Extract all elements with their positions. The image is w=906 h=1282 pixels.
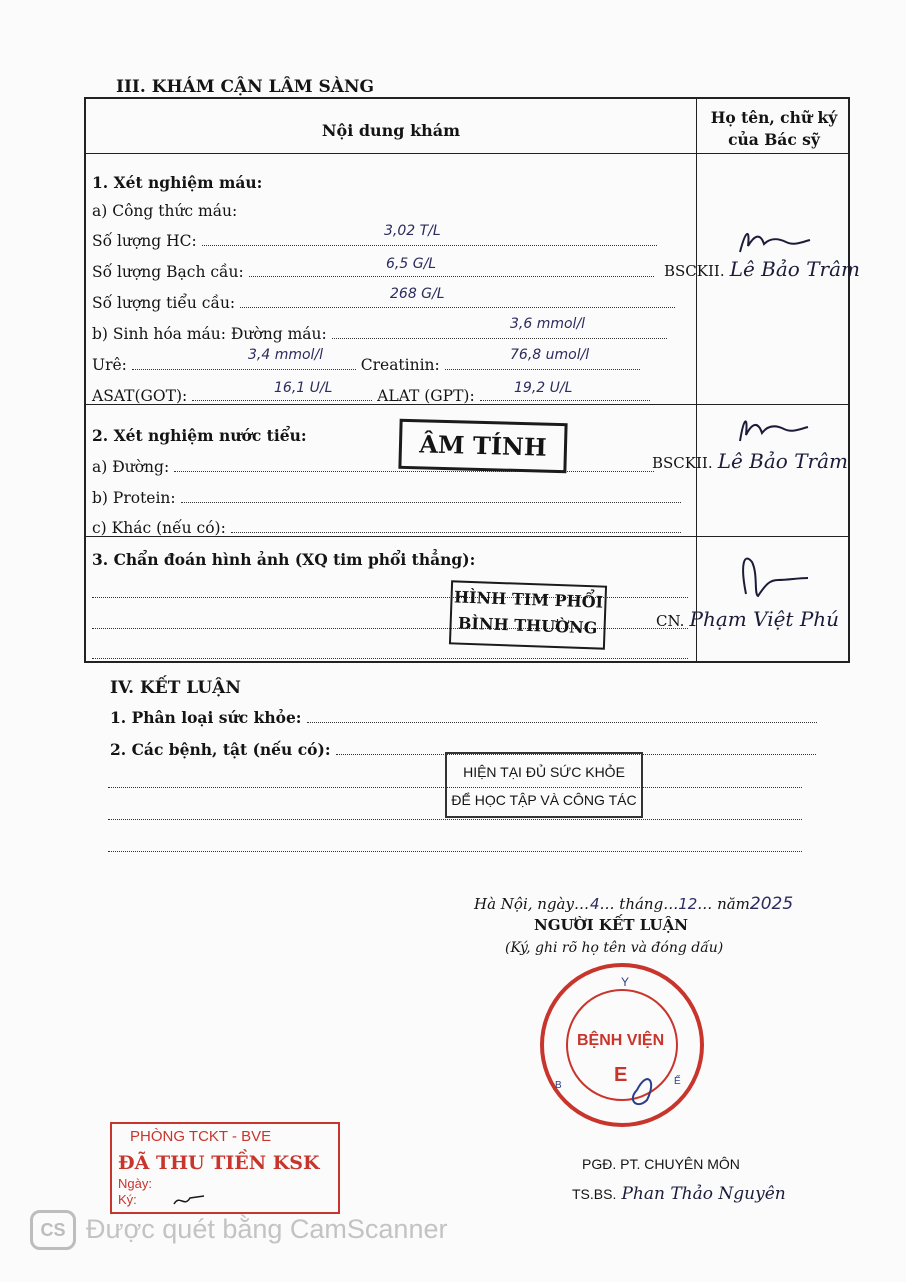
- urine-other-row: [92, 519, 681, 537]
- seal-letter: E: [614, 1064, 628, 1086]
- svg-text:Ế: Ế: [674, 1076, 681, 1087]
- date-line: Hà Nội, ngày…4… tháng…12… năm2025: [474, 894, 794, 914]
- camscanner-watermark: Được quét bằng CamScanner: [86, 1214, 448, 1244]
- alt-label: ALAT (GPT):: [377, 387, 475, 405]
- table-column-divider: [696, 99, 697, 661]
- platelet-value: 268 G/L: [390, 286, 445, 302]
- urine-doctor-title: BSCKII.: [652, 454, 713, 472]
- dotted-line: [249, 275, 654, 277]
- imaging-doctor-signature: [736, 544, 816, 604]
- section-3-title: III. KHÁM CẬN LÂM SÀNG: [116, 77, 375, 97]
- dotted-line: [480, 399, 650, 401]
- blood-doctor: [664, 257, 860, 281]
- signature-note: (Ký, ghi rõ họ tên và đóng dấu): [505, 940, 724, 956]
- camscanner-logo-icon: CS: [30, 1210, 76, 1250]
- dotted-line: [92, 657, 688, 659]
- imaging-doctor: [656, 607, 839, 631]
- urine-protein-row: [92, 489, 681, 507]
- svg-text:Y: Y: [620, 975, 630, 989]
- rbc-row: [92, 232, 657, 250]
- wbc-value: 6,5 G/L: [386, 256, 437, 272]
- signer-title: PGĐ. PT. CHUYÊN MÔN: [582, 1156, 740, 1172]
- health-class-row: [110, 708, 817, 727]
- date-day: 4: [589, 895, 600, 913]
- platelet-row: [92, 294, 675, 312]
- glucose-value: 3,6 mmol/l: [510, 316, 586, 332]
- glucose-label: b) Sinh hóa máu: Đường máu:: [92, 325, 327, 343]
- urea-label: Urê:: [92, 356, 127, 374]
- conclusion-person-title: NGƯỜI KẾT LUẬN: [534, 916, 688, 934]
- dotted-line: [192, 399, 372, 401]
- urine-sugar-row: [92, 458, 654, 476]
- imaging-stamp: [449, 580, 607, 649]
- wbc-row: [92, 263, 654, 281]
- platelet-label: Số lượng tiểu cầu:: [92, 294, 236, 312]
- imaging-doctor-title: CN.: [656, 612, 685, 630]
- urine-protein-label: b) Protein:: [92, 489, 176, 507]
- payment-stamp: [110, 1122, 340, 1214]
- blood-doctor-signature: [736, 224, 816, 259]
- payment-stamp-signature: [170, 1190, 210, 1210]
- urine-doctor-signature: [736, 411, 816, 446]
- signer-name-line: [572, 1184, 786, 1204]
- blood-doctor-name: Lê Bảo Trâm: [729, 257, 860, 281]
- creatinin-label: Creatinin:: [360, 356, 440, 374]
- year-label: năm: [717, 895, 750, 913]
- imaging-stamp-line1: HÌNH TIM PHỔI: [453, 587, 604, 612]
- blood-test-title: 1. Xét nghiệm máu:: [92, 173, 263, 192]
- diseases-label: 2. Các bệnh, tật (nếu có):: [110, 740, 331, 759]
- rbc-label: Số lượng HC:: [92, 232, 197, 250]
- urine-test-title: 2. Xét nghiệm nước tiểu:: [92, 426, 307, 445]
- imaging-doctor-name: Phạm Việt Phú: [689, 607, 840, 631]
- conclusion-stamp: [445, 752, 643, 818]
- dotted-line: [445, 368, 640, 370]
- alt-value: 19,2 U/L: [514, 380, 573, 396]
- urea-value: 3,4 mmol/l: [248, 347, 324, 363]
- date-month: 12: [678, 895, 698, 913]
- dotted-line: [181, 501, 681, 503]
- svg-text:B: B: [555, 1080, 562, 1091]
- imaging-title: 3. Chẩn đoán hình ảnh (XQ tim phổi thẳng):: [92, 550, 476, 569]
- urine-sugar-label: a) Đường:: [92, 458, 170, 476]
- dotted-line: [307, 721, 817, 723]
- dotted-line: [174, 470, 654, 472]
- ast-label: ASAT(GOT):: [92, 387, 188, 405]
- negative-stamp: ÂM TÍNH: [398, 419, 567, 473]
- conclusion-stamp-line2: ĐỂ HỌC TẬP VÀ CÔNG TÁC: [451, 792, 637, 808]
- dotted-line: [108, 850, 802, 852]
- date-year: 2025: [749, 894, 794, 914]
- dotted-line: [231, 531, 681, 533]
- wbc-label: Số lượng Bạch cầu:: [92, 263, 244, 281]
- payment-stamp-paid: ĐÃ THU TIỀN KSK: [118, 1152, 320, 1174]
- blood-doctor-title: BSCKII.: [664, 262, 725, 280]
- dotted-line: [332, 337, 667, 339]
- payment-stamp-date: Ngày:: [118, 1176, 152, 1191]
- dotted-line: [240, 306, 675, 308]
- imaging-stamp-line2: BÌNH THƯỜNG: [457, 613, 598, 638]
- header-doctor: Họ tên, chữ ký của Bác sỹ: [710, 108, 838, 149]
- urine-doctor: [652, 449, 848, 473]
- payment-stamp-sign: Ký:: [118, 1192, 137, 1207]
- table-header-divider: [86, 153, 848, 154]
- blood-formula-label: a) Công thức máu:: [92, 202, 238, 220]
- ast-value: 16,1 U/L: [274, 380, 333, 396]
- urine-other-label: c) Khác (nếu có):: [92, 519, 226, 537]
- signer-degree: TS.BS.: [572, 1186, 617, 1202]
- urine-doctor-name: Lê Bảo Trâm: [717, 449, 848, 473]
- dotted-line: [202, 244, 657, 246]
- health-class-label: 1. Phân loại sức khỏe:: [110, 708, 302, 727]
- month-label: tháng: [619, 895, 664, 913]
- rbc-value: 3,02 T/L: [384, 223, 441, 239]
- payment-stamp-dept: PHÒNG TCKT - BVE: [130, 1128, 272, 1145]
- section-4-title: IV. KẾT LUẬN: [110, 678, 241, 698]
- dotted-line: [108, 818, 802, 820]
- conclusion-stamp-line1: HIỆN TẠI ĐỦ SỨC KHỎE: [463, 764, 625, 780]
- clinical-exam-table: [84, 97, 860, 663]
- signer-name: Phan Thảo Nguyên: [621, 1184, 786, 1204]
- place-prefix: Hà Nội, ngày: [474, 895, 574, 913]
- creatinin-value: 76,8 umol/l: [510, 347, 590, 363]
- header-content: Nội dung khám: [321, 121, 461, 140]
- seal-text: BỆNH VIỆN: [577, 1032, 665, 1049]
- dotted-line: [132, 368, 356, 370]
